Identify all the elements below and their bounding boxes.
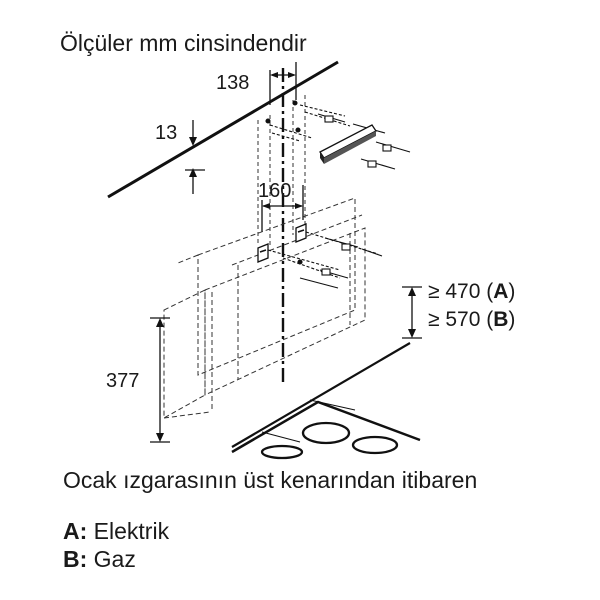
legend-electric — [63, 518, 169, 545]
dimension-138-label: 138 — [216, 72, 250, 94]
diagram-title: Ölçüler mm cinsindendir — [60, 30, 307, 56]
mounting-rail — [320, 125, 376, 164]
dimension-377 — [106, 318, 170, 442]
legend-text: Gaz — [87, 546, 136, 572]
cooktop-burner — [303, 423, 349, 443]
clearance-electric-label: ≥ 470 (A) — [428, 280, 516, 303]
caption: Ocak ızgarasının üst kenarından itibaren — [63, 467, 478, 493]
clearance-dimension — [402, 287, 422, 338]
legend-gas — [63, 546, 136, 573]
dimension-13-label: 13 — [155, 122, 178, 144]
legend-key: A: — [63, 518, 88, 544]
mounting-guides — [258, 95, 305, 245]
dimension-160-label: 160 — [258, 180, 292, 202]
dimension-160 — [258, 180, 303, 232]
dimension-377-label: 377 — [106, 370, 140, 392]
ceiling-fixings — [266, 101, 410, 169]
legend-text: Elektrik — [87, 518, 170, 544]
cooktop-burner — [353, 437, 397, 453]
clearance-gas-label: ≥ 570 (B) — [428, 308, 516, 331]
legend-key: B: — [63, 546, 88, 572]
dimension-13 — [155, 120, 205, 194]
cooktop — [232, 343, 420, 458]
cooktop-burner — [262, 446, 302, 458]
hood-outline — [164, 198, 365, 418]
